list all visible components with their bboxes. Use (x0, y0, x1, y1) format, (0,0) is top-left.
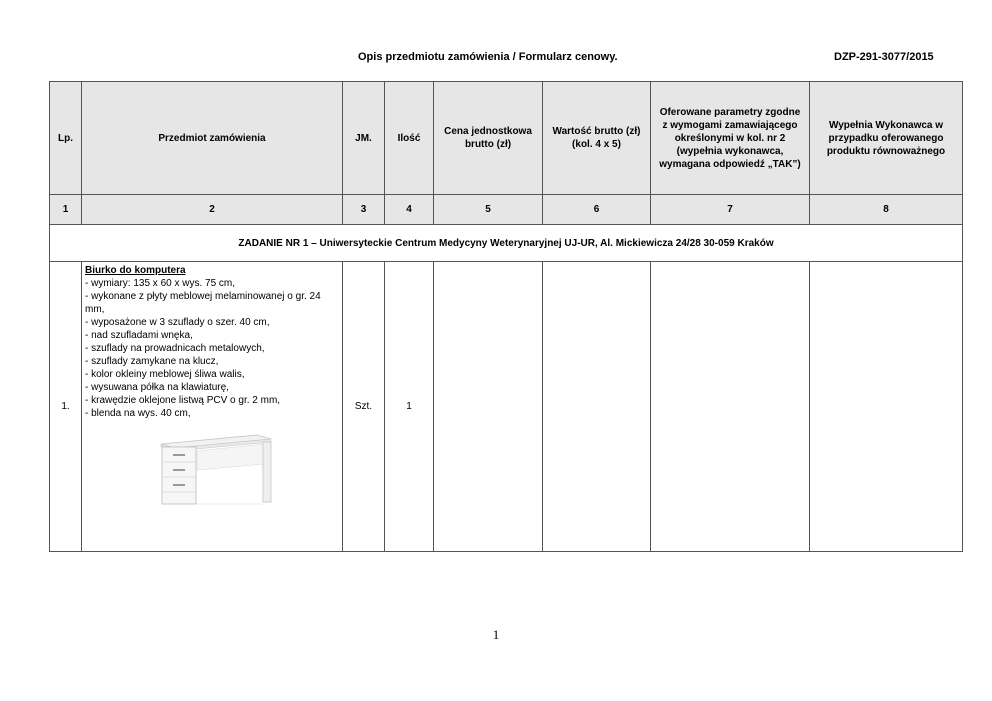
col-number: 2 (82, 195, 343, 225)
col-header-quantity: Ilość (385, 82, 434, 195)
col-header-lp: Lp. (50, 82, 82, 195)
item-quantity: 1 (385, 262, 434, 552)
col-number: 8 (810, 195, 963, 225)
col-number: 4 (385, 195, 434, 225)
col-number: 7 (651, 195, 810, 225)
col-header-unit-price: Cena jednostkowa brutto (zł) (434, 82, 543, 195)
col-number: 5 (434, 195, 543, 225)
col-number: 3 (343, 195, 385, 225)
col-header-offered-params: Oferowane parametry zgodne z wymogami zamawiającego określonymi w kol. nr 2 (wypełnia wykonawca, wymagana odpowiedź „TAK”) (651, 82, 810, 195)
item-description (82, 262, 343, 552)
item-unit-price-cell[interactable] (434, 262, 543, 552)
item-lp: 1. (50, 262, 82, 552)
table-row (50, 262, 963, 552)
document-title: Opis przedmiotu zamówienia / Formularz cenowy. (358, 51, 618, 63)
task-heading: ZADANIE NR 1 – Uniwersyteckie Centrum Medycyny Weterynaryjnej UJ-UR, Al. Mickiewicza 24/28 30-059 Kraków (50, 225, 963, 262)
item-feature: - wyposażone w 3 szuflady o szer. 40 cm, (85, 317, 270, 328)
document-reference: DZP-291-3077/2015 (834, 51, 934, 63)
item-name: Biurko do komputera (85, 265, 186, 276)
price-form-table (49, 81, 963, 552)
item-feature: - szuflady na prowadnicach metalowych, (85, 343, 265, 354)
item-feature: - nad szufladami wnęka, (85, 330, 193, 341)
column-number-row (50, 195, 963, 225)
col-header-unit: JM. (343, 82, 385, 195)
col-header-equivalent: Wypełnia Wykonawca w przypadku oferowanego produktu równoważnego (810, 82, 963, 195)
task-row (50, 225, 963, 262)
item-feature: - blenda na wys. 40 cm, (85, 408, 191, 419)
desk-product-image (157, 430, 273, 506)
header-row (50, 82, 963, 195)
page-number: 1 (492, 627, 500, 642)
item-feature: - wykonane z płyty meblowej melaminowanej o gr. 24 mm, (85, 291, 321, 315)
item-feature: - szuflady zamykane na klucz, (85, 356, 219, 367)
item-equivalent-cell[interactable] (810, 262, 963, 552)
col-header-total-value: Wartość brutto (zł) (kol. 4 x 5) (543, 82, 651, 195)
col-header-subject: Przedmiot zamówienia (82, 82, 343, 195)
item-feature: - wysuwana półka na klawiaturę, (85, 382, 229, 393)
item-offered-params-cell[interactable] (651, 262, 810, 552)
item-feature: - wymiary: 135 x 60 x wys. 75 cm, (85, 278, 236, 289)
item-feature: - kolor okleiny meblowej śliwa walis, (85, 369, 245, 380)
item-feature: - krawędzie oklejone listwą PCV o gr. 2 mm, (85, 395, 281, 406)
col-number: 6 (543, 195, 651, 225)
col-number: 1 (50, 195, 82, 225)
item-total-cell[interactable] (543, 262, 651, 552)
item-unit: Szt. (343, 262, 385, 552)
